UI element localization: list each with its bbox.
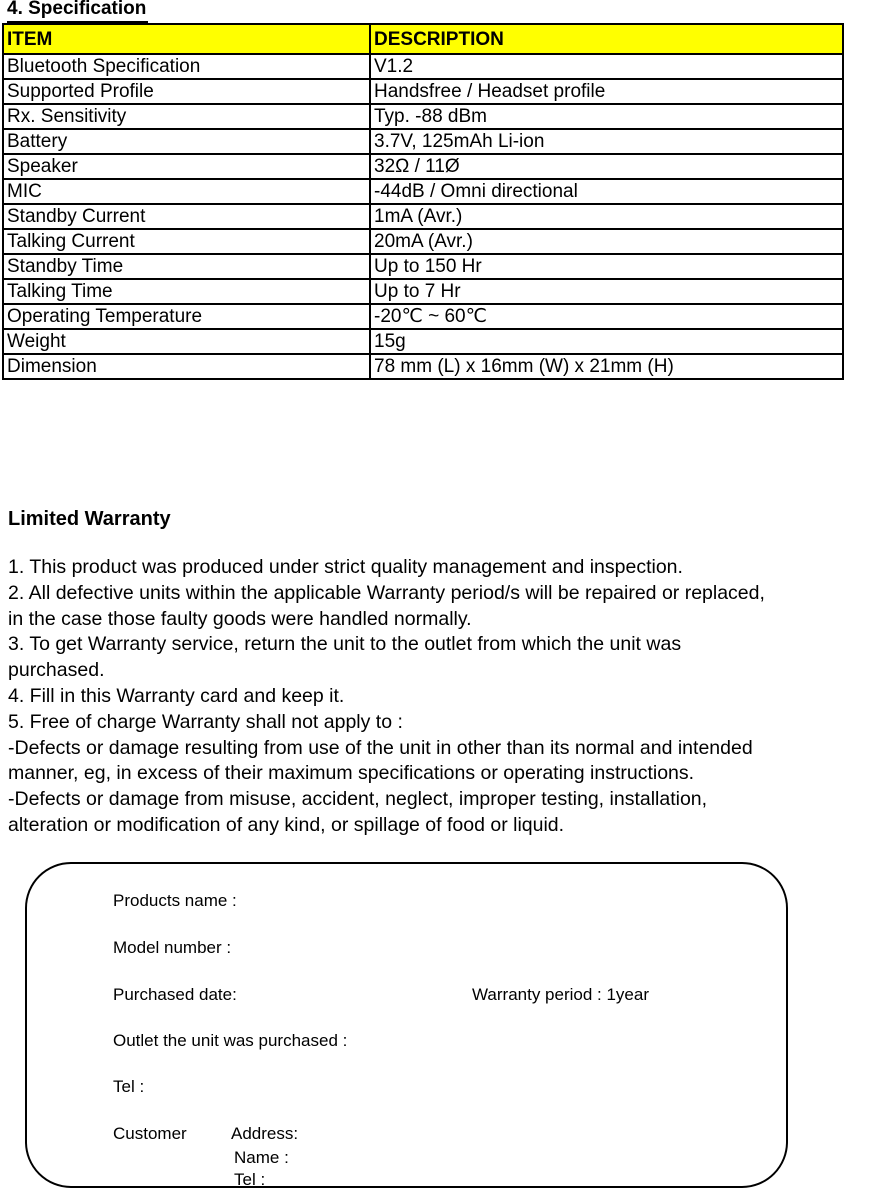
table-row — [3, 354, 843, 379]
table-row — [3, 204, 843, 229]
spec-description: 3.7V, 125mAh Li-ion — [370, 129, 843, 154]
warranty-line: in the case those faulty goods were handled normally. — [8, 607, 472, 630]
customer-name-label: Name : — [234, 1148, 289, 1167]
spec-description: -20℃ ~ 60℃ — [370, 304, 843, 329]
spec-item: Supported Profile — [3, 79, 370, 104]
spec-item: Weight — [3, 329, 370, 354]
warranty-line: -Defects or damage resulting from use of the unit in other than its normal and intended — [8, 736, 753, 759]
spec-description: Up to 7 Hr — [370, 279, 843, 304]
warranty-line: 4. Fill in this Warranty card and keep it. — [8, 684, 345, 707]
warranty-line: 3. To get Warranty service, return the unit to the outlet from which the unit was — [8, 633, 682, 656]
spec-description: Up to 150 Hr — [370, 254, 843, 279]
warranty-line: manner, eg, in excess of their maximum specifications or operating instructions. — [8, 762, 695, 785]
warranty-card — [25, 862, 788, 1188]
spec-item: Standby Current — [3, 204, 370, 229]
spec-item: Battery — [3, 129, 370, 154]
header-item: ITEM — [3, 24, 370, 54]
spec-item: Bluetooth Specification — [3, 54, 370, 79]
warranty-title: Limited Warranty — [8, 508, 171, 530]
spec-item: Speaker — [3, 154, 370, 179]
table-row — [3, 329, 843, 354]
customer-tel-label: Tel : — [234, 1170, 266, 1189]
warranty-line: alteration or modification of any kind, or spillage of food or liquid. — [8, 813, 565, 836]
warranty-line: 2. All defective units within the applicable Warranty period/s will be repaired or replaced, — [8, 581, 765, 604]
purchased-date-label: Purchased date: — [113, 985, 237, 1004]
limited-warranty-section — [8, 505, 870, 839]
address-label: Address: — [231, 1124, 299, 1143]
customer-label: Customer — [113, 1124, 187, 1143]
products-name-label: Products name : — [113, 891, 237, 910]
spec-description: V1.2 — [370, 54, 843, 79]
warranty-line: 5. Free of charge Warranty shall not apply to : — [8, 710, 403, 733]
table-row — [3, 129, 843, 154]
header-description: DESCRIPTION — [370, 24, 843, 54]
table-row — [3, 229, 843, 254]
spec-description: 32Ω / 11Ø — [370, 154, 843, 179]
outlet-label: Outlet the unit was purchased : — [113, 1031, 348, 1050]
warranty-line: -Defects or damage from misuse, accident, neglect, improper testing, installation, — [8, 788, 708, 811]
table-header-row — [3, 24, 843, 54]
warranty-terms — [8, 555, 870, 839]
table-row — [3, 179, 843, 204]
spec-description: 15g — [370, 329, 843, 354]
spec-description: 78 mm (L) x 16mm (W) x 21mm (H) — [370, 354, 843, 379]
tel-label: Tel : — [113, 1077, 145, 1096]
warranty-period-label: Warranty period : 1year — [472, 985, 649, 1004]
spec-description: Typ. -88 dBm — [370, 104, 843, 129]
warranty-line: 1. This product was produced under strict quality management and inspection. — [8, 556, 683, 578]
model-number-label: Model number : — [113, 938, 232, 957]
spec-item: Standby Time — [3, 254, 370, 279]
table-row — [3, 304, 843, 329]
spec-description: -44dB / Omni directional — [370, 179, 843, 204]
spec-item: Talking Time — [3, 279, 370, 304]
table-row — [3, 104, 843, 129]
table-row — [3, 254, 843, 279]
table-row — [3, 79, 843, 104]
specification-table — [2, 23, 844, 380]
spec-description: Handsfree / Headset profile — [370, 79, 843, 104]
table-row — [3, 54, 843, 79]
spec-item: Operating Temperature — [3, 304, 370, 329]
spec-item: Dimension — [3, 354, 370, 379]
section-heading: 4. Specification — [7, 0, 148, 23]
spec-description: 1mA (Avr.) — [370, 204, 843, 229]
spec-item: Rx. Sensitivity — [3, 104, 370, 129]
table-row — [3, 279, 843, 304]
spec-description: 20mA (Avr.) — [370, 229, 843, 254]
spec-item: MIC — [3, 179, 370, 204]
table-row — [3, 154, 843, 179]
warranty-line: purchased. — [8, 659, 105, 682]
spec-item: Talking Current — [3, 229, 370, 254]
